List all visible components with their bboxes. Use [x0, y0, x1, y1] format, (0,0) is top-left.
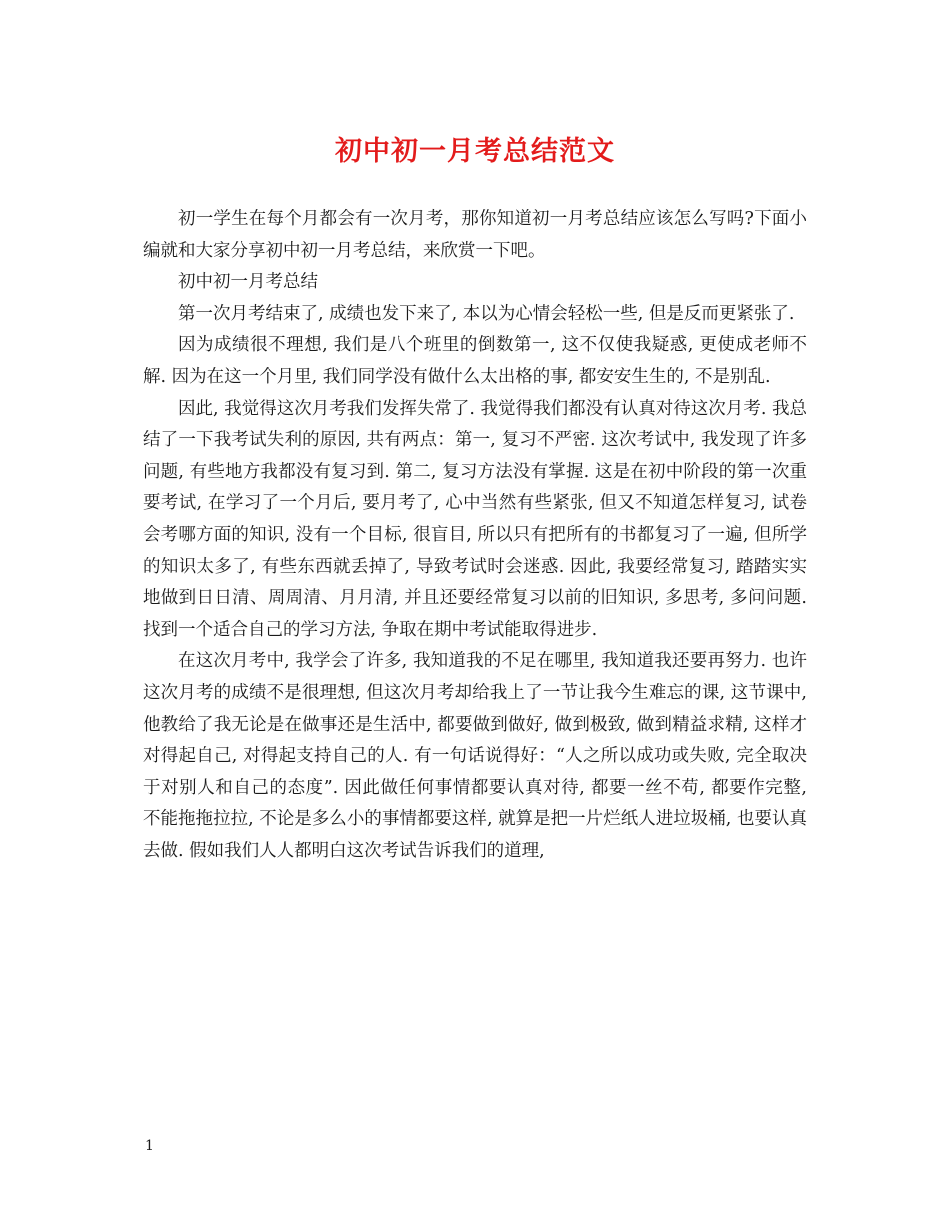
- paragraph-3: 因此, 我觉得这次月考我们发挥失常了. 我觉得我们都没有认真对待这次月考. 我总结了一下我考试失利的原因, 共有两点：第一, 复习不严密. 这次考试中, 我发现了许多问题, 有些地方我都没有复习到. 第二, 复习方法没有掌握. 这是在初中阶段的第一次重要考试, 在学习了一个月后, 要月考了, 心中当然有些紧张, 但又不知道怎样复习, 试卷会考哪方面的知识, 没有一个目标, 很盲目, 所以只有把所有的书都复习了一遍, 但所学的知识太多了, 有些东西就丢掉了, 导致考试时会迷惑. 因此, 我要经常复习, 踏踏实实地做到日日清、周周清、月月清, 并且还要经常复习以前的旧知识, 多思考, 多问问题. 找到一个适合自己的学习方法, 争取在期中考试能取得进步.: [143, 398, 807, 640]
- paragraph-subheading: 初中初一月考总结: [178, 272, 318, 293]
- document-title: 初中初一月考总结范文: [335, 136, 615, 167]
- paragraph-intro: 初一学生在每个月都会有一次月考，那你知道初一月考总结应该怎么写吗?下面小编就和大家分享初中初一月考总结，来欣赏一下吧。: [143, 209, 807, 261]
- paragraph-2: 因为成绩很不理想, 我们是八个班里的倒数第一, 这不仅使我疑惑, 更使成老师不解. 因为在这一个月里, 我们同学没有做什么太出格的事, 都安安生生的, 不是别乱.: [143, 335, 807, 387]
- paragraph-4: 在这次月考中, 我学会了许多, 我知道我的不足在哪里, 我知道我还要再努力. 也许这次月考的成绩不是很理想, 但这次月考却给我上了一节让我今生难忘的课, 这节课中, 他教给了我无论是在做事还是生活中, 都要做到做好, 做到极致, 做到精益求精, 这样才对得起自己, 对得起支持自己的人. 有一句话说得好：“人之所以成功或失败, 完全取决于对别人和自己的态度”. 因此做任何事情都要认真对待, 都要一丝不苟, 都要作完整, 不能拖拖拉拉, 不论是多么小的事情都要这样, 就算是把一片烂纸人进垃圾桶, 也要认真去做. 假如我们人人都明白这次考试告诉我们的道理,: [143, 651, 807, 861]
- document-body: [143, 204, 807, 867]
- page-number: 1: [145, 1138, 154, 1154]
- paragraph-1: 第一次月考结束了, 成绩也发下来了, 本以为心情会轻松一些, 但是反而更紧张了.: [178, 303, 795, 324]
